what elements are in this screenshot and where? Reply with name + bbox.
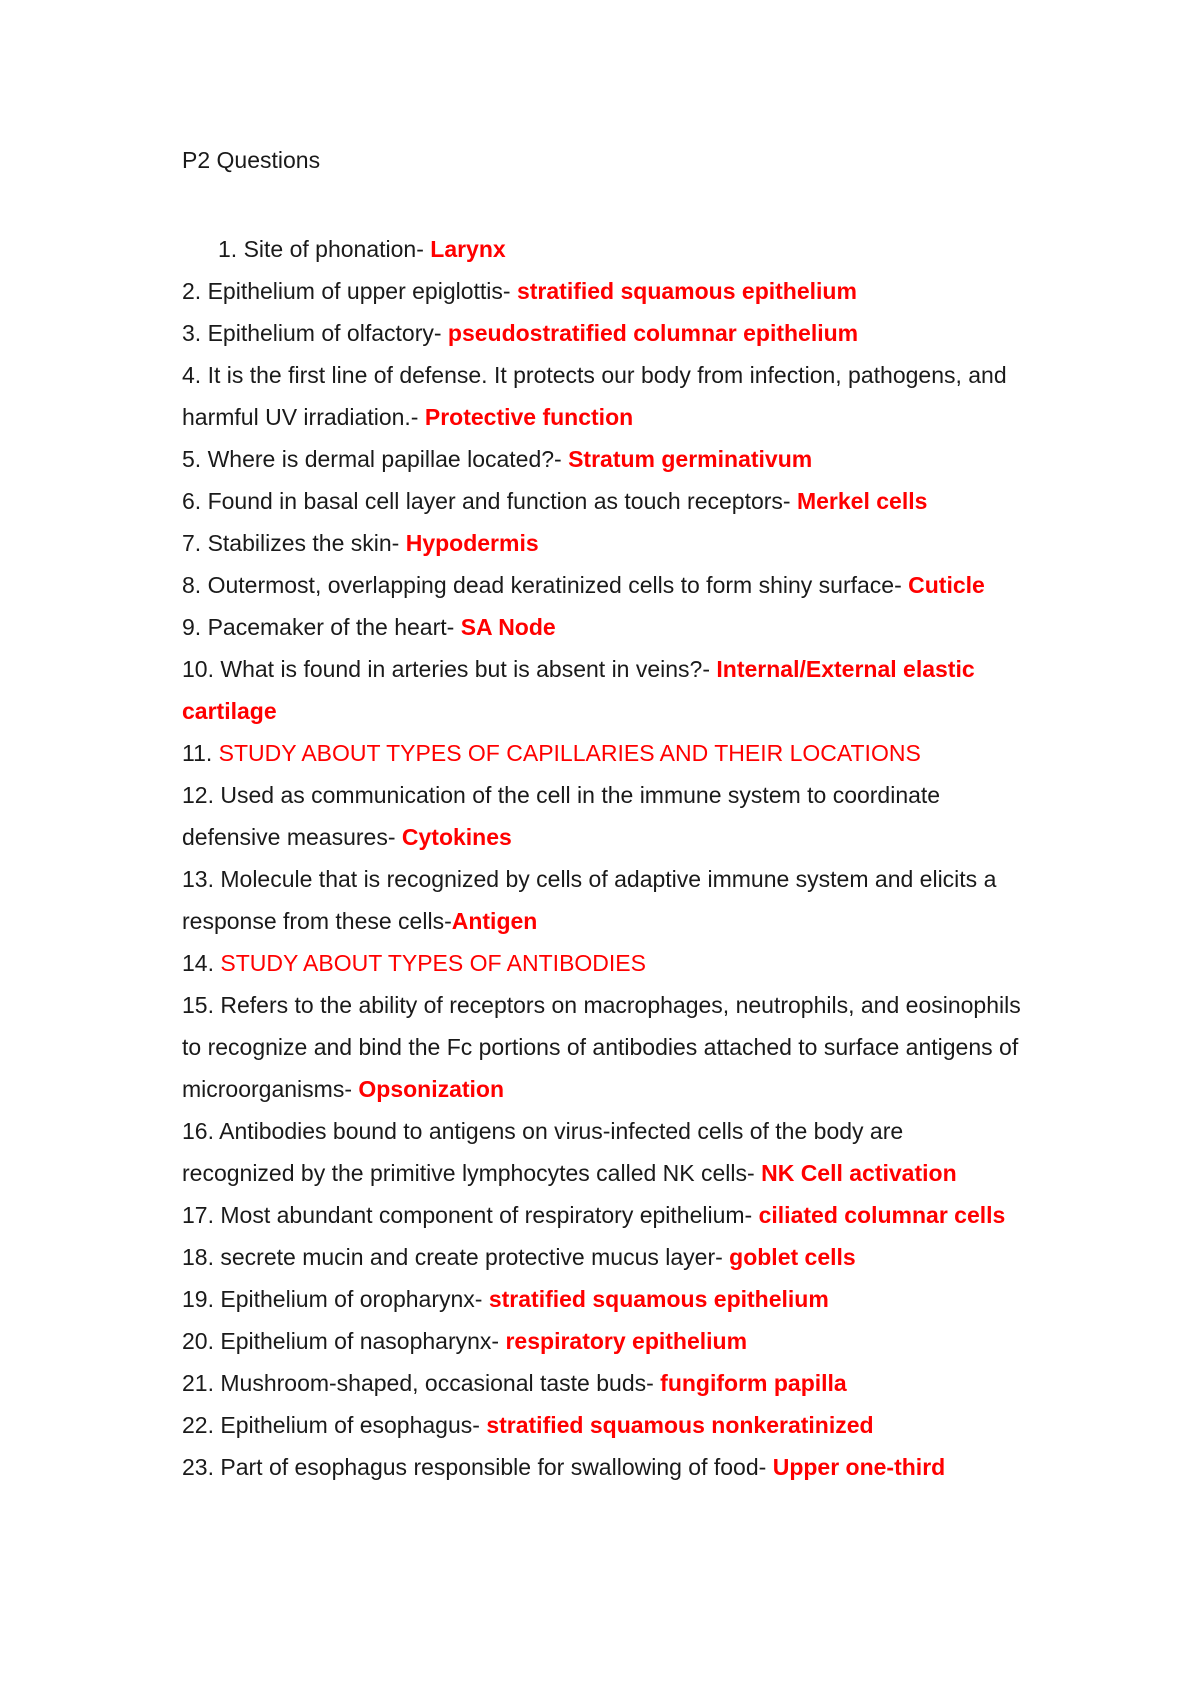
question-number: 6. [182,488,202,514]
question-text: Most abundant component of respiratory epithelium- [220,1202,753,1228]
question-number: 19. [182,1286,214,1312]
answer-text: pseudostratified columnar epithelium [447,320,859,346]
question-number: 16. [182,1118,214,1144]
question-item [182,648,1022,732]
question-item [182,228,1022,270]
question-item [182,438,1022,480]
question-number: 13. [182,866,214,892]
question-item [182,480,1022,522]
question-text: Mushroom-shaped, occasional taste buds- [220,1370,654,1396]
question-text: Used as communication of the cell in the immune system to coordinate defensive measures- [182,782,941,850]
answer-text: stratified squamous epithelium [488,1286,829,1312]
question-text: Stabilizes the skin- [207,530,400,556]
question-number: 20. [182,1328,214,1354]
question-number: 12. [182,782,214,808]
question-number: 14. [182,950,214,976]
question-text: Part of esophagus responsible for swallowing of food- [220,1454,767,1480]
question-number: 5. [182,446,202,472]
question-text: Epithelium of nasopharynx- [220,1328,500,1354]
answer-text: stratified squamous epithelium [516,278,857,304]
study-note: STUDY ABOUT TYPES OF CAPILLARIES AND THEIR LOCATIONS [218,740,921,766]
question-number: 3. [182,320,202,346]
question-item [182,564,1022,606]
answer-text: Upper one-third [772,1454,946,1480]
question-item [182,1362,1022,1404]
answer-text: Larynx [430,236,506,262]
question-text: Antibodies bound to antigens on virus-infected cells of the body are recognized by the primitive lymphocytes called NK cells- [182,1118,904,1186]
question-text: Epithelium of upper epiglottis- [207,278,511,304]
question-text: Epithelium of olfactory- [207,320,442,346]
question-number: 17. [182,1202,214,1228]
question-item [182,312,1022,354]
question-item [182,354,1022,438]
answer-text: ciliated columnar cells [758,1202,1006,1228]
question-number: 18. [182,1244,214,1270]
answer-text: Opsonization [358,1076,505,1102]
question-text: Pacemaker of the heart- [207,614,455,640]
question-item [182,1278,1022,1320]
answer-text: SA Node [460,614,556,640]
question-number: 15. [182,992,214,1018]
question-number: 4. [182,362,202,388]
question-item [182,606,1022,648]
answer-text: fungiform papilla [660,1370,847,1396]
question-text: It is the first line of defense. It protects our body from infection, pathogens, and harmful UV irradiation.- [182,362,1007,430]
question-number: 2. [182,278,202,304]
question-item [182,774,1022,858]
question-item [182,858,1022,942]
question-number: 7. [182,530,202,556]
question-item [182,984,1022,1110]
answer-text: Merkel cells [796,488,928,514]
answer-text: Internal/External elastic cartilage [182,656,975,724]
question-text: Outermost, overlapping dead keratinized cells to form shiny surface- [207,572,902,598]
question-item [182,942,1022,984]
question-item [182,270,1022,312]
answer-text: Antigen [451,908,538,934]
answer-text: Cytokines [401,824,512,850]
question-text: secrete mucin and create protective mucus layer- [220,1244,723,1270]
question-number: 23. [182,1454,214,1480]
answer-text: Protective function [424,404,634,430]
question-item [182,1446,1022,1488]
question-number: 11. [182,740,213,766]
answer-text: Stratum germinativum [568,446,813,472]
question-text: Site of phonation- [243,236,424,262]
question-number: 1. [218,236,238,262]
question-list [182,228,1022,1488]
question-item [182,1320,1022,1362]
question-text: Epithelium of oropharynx- [220,1286,483,1312]
answer-text: NK Cell activation [761,1160,957,1186]
document-title: P2 Questions [182,147,321,173]
answer-text: goblet cells [729,1244,856,1270]
question-number: 8. [182,572,202,598]
question-item [182,1236,1022,1278]
question-text: Where is dermal papillae located?- [207,446,562,472]
answer-text: Cuticle [908,572,985,598]
question-text: What is found in arteries but is absent in veins?- [220,656,711,682]
question-item [182,1404,1022,1446]
question-text: Found in basal cell layer and function as touch receptors- [207,488,791,514]
question-text: Epithelium of esophagus- [220,1412,480,1438]
study-note: STUDY ABOUT TYPES OF ANTIBODIES [220,950,646,976]
answer-text: Hypodermis [405,530,539,556]
question-item [182,732,1022,774]
question-item [182,1110,1022,1194]
answer-text: respiratory epithelium [505,1328,748,1354]
question-text: Refers to the ability of receptors on macrophages, neutrophils, and eosinophils to recognize and bind the Fc portions of antibodies attached to surface antigens of microorganisms- [182,992,1021,1102]
question-number: 10. [182,656,214,682]
question-text: Molecule that is recognized by cells of adaptive immune system and elicits a response from these cells- [182,866,997,934]
question-number: 9. [182,614,202,640]
question-number: 21. [182,1370,214,1396]
question-item [182,522,1022,564]
question-number: 22. [182,1412,214,1438]
question-item [182,1194,1022,1236]
answer-text: stratified squamous nonkeratinized [486,1412,874,1438]
